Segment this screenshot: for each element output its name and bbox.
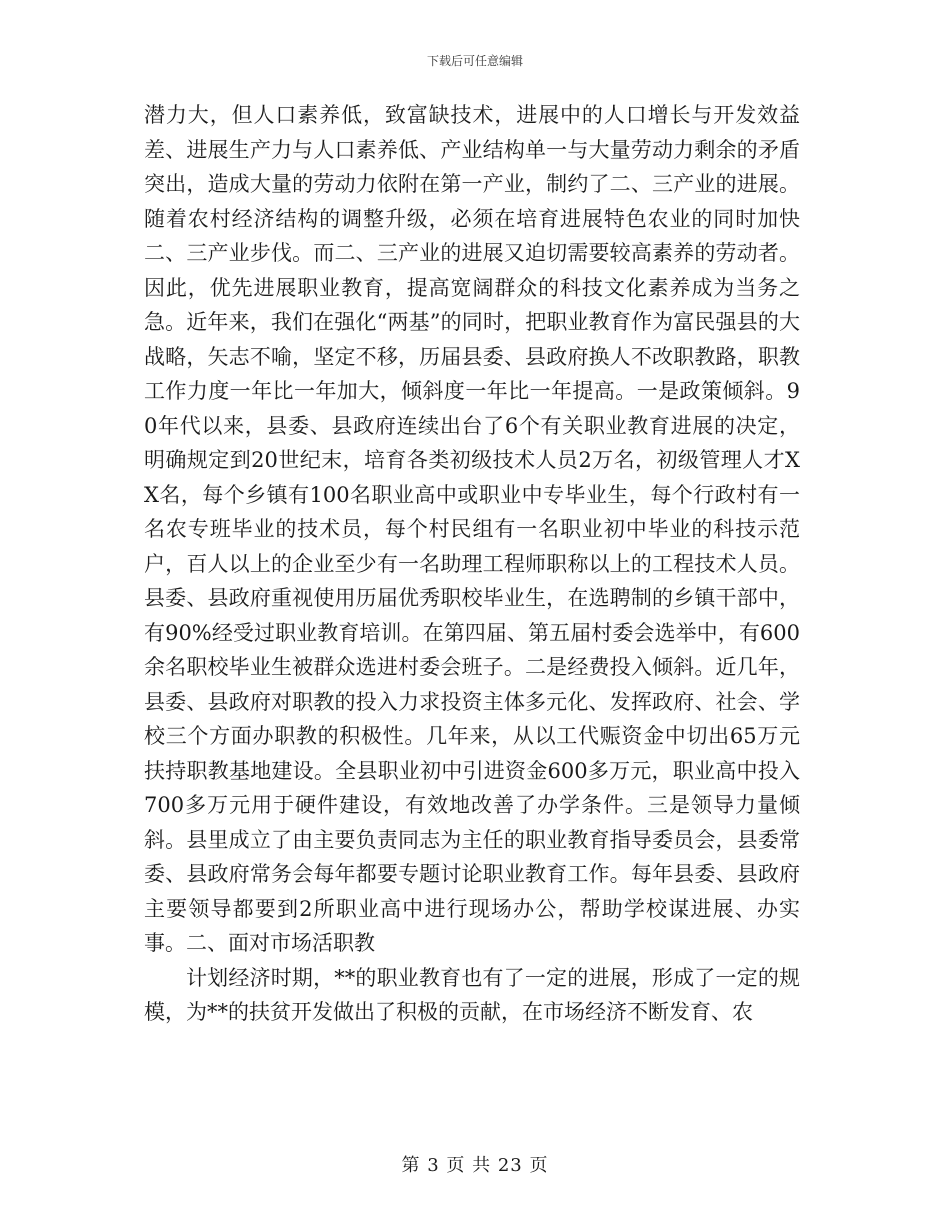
document-body (144, 98, 800, 1030)
page-number: 第 3 页 共 23 页 (401, 1155, 549, 1176)
paragraph: 潜力大，但人口素养低，致富缺技术，进展中的人口增长与开发效益差、进展生产力与人口素养低、产业结构单一与大量劳动力剩余的矛盾突出，造成大量的劳动力依附在第一产业，制约了二、三产业的进展。随着农村经济结构的调整升级，必须在培育进展特色农业的同时加快二、三产业步伐。而二、三产业的进展又迫切需要较高素养的劳动者。因此，优先进展职业教育，提高宽阔群众的科技文化素养成为当务之急。近年来，我们在强化“两基”的同时，把职业教育作为富民强县的大战略，矢志不喻，坚定不移，历届县委、县政府换人不改职教路，职教工作力度一年比一年加大，倾斜度一年比一年提高。一是政策倾斜。90年代以来，县委、县政府连续出台了6个有关职业教育进展的决定，明确规定到20世纪末，培育各类初级技术人员2万名，初级管理人才XX名，每个乡镇有100名职业高中或职业中专毕业生，每个行政村有一名农专班毕业的技术员，每个村民组有一名职业初中毕业的科技示范户，百人以上的企业至少有一名助理工程师职称以上的工程技术人员。县委、县政府重视使用历届优秀职校毕业生，在选聘制的乡镇干部中，有90%经受过职业教育培训。在第四届、第五届村委会选举中，有600余名职校毕业生被群众选进村委会班子。二是经费投入倾斜。近几年，县委、县政府对职教的投入力求投资主体多元化、发挥政府、社会、学校三个方面办职教的积极性。几年来，从以工代赈资金中切出65万元扶持职教基地建设。全县职业初中引进资金600多万元，职业高中投入700多万元用于硬件建设，有效地改善了办学条件。三是领导力量倾斜。县里成立了由主要负责同志为主任的职业教育指导委员会，县委常委、县政府常务会每年都要专题讨论职业教育工作。每年县委、县政府主要领导都要到2所职业高中进行现场办公，帮助学校谋进展、办实事。二、面对市场活职教 (144, 103, 800, 955)
page-header: 下载后可任意编辑 (426, 54, 523, 68)
paragraph: 计划经济时期，**的职业教育也有了一定的进展，形成了一定的规模，为**的扶贫开发做出了积极的贡献，在市场经济不断发育、农 (144, 965, 800, 1024)
